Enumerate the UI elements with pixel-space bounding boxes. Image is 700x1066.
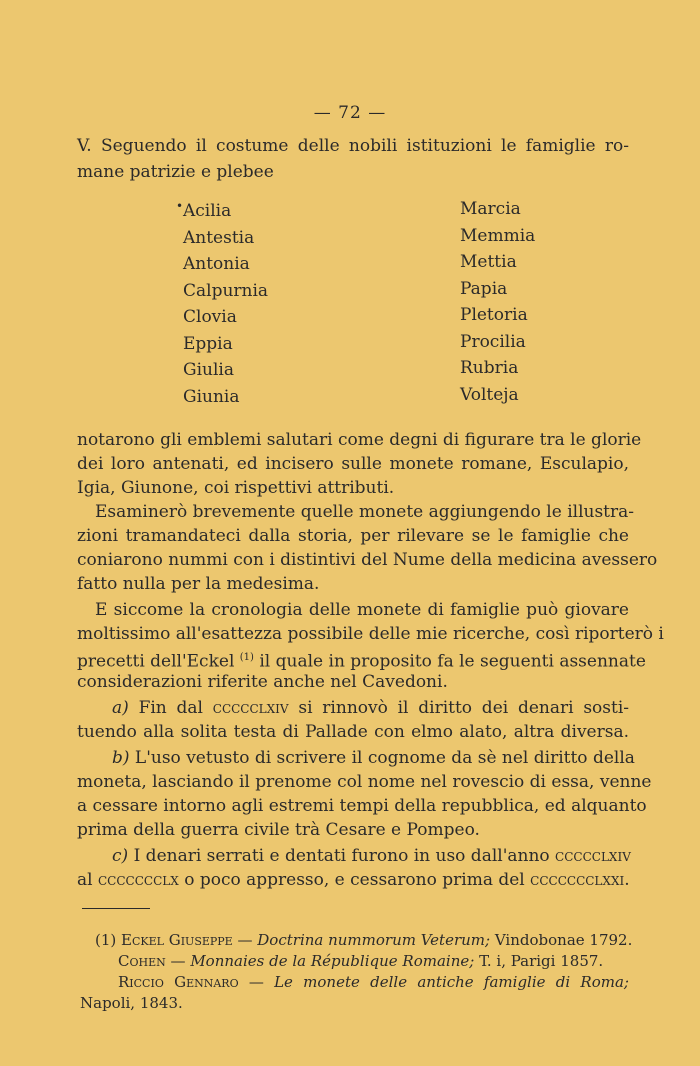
body-line: Igia, Giunone, coi rispettivi attributi. [77,478,395,498]
footnote-author: Eckel Giuseppe [121,931,233,949]
footnote-dash: — [248,973,264,991]
text-span: I denari serrati e dentati furono in uso dall'anno [133,846,550,866]
footnote-author: Cohen [118,952,166,970]
text-span: o poco appresso, e cessarono prima del [184,870,525,890]
family-name: Clovia [183,307,237,327]
family-name: Marcia [460,199,521,219]
item-a-line-1 [112,696,629,720]
asterisk-mark: • [176,199,184,213]
families-left-column [183,198,268,410]
text-span: precetti dell'Eckel [77,651,235,672]
body-line: fatto nulla per la medesima. [77,574,320,594]
families-right-column [460,196,535,408]
footnote-1 [95,930,632,951]
family-name: Antestia [183,227,255,248]
footnote-3 [118,972,629,993]
body-line: considerazioni riferite anche nel Cavedoni. [77,672,448,692]
footnote-title: Le monete delle antiche famiglie di Roma; [274,973,629,991]
text-span: L'uso vetusto di scrivere il cognome da sè nel diritto della [134,748,635,768]
footnote-dash: — [170,952,186,970]
family-name: Antonia [183,254,250,274]
page-number: — 72 — [313,103,387,123]
text-span: Fin dal [138,698,203,718]
intro-line-1: V. Seguendo il costume delle nobili istituzioni le famiglie ro- [77,136,629,156]
item-marker-a: a) [112,698,129,718]
footnote-author: Riccio Gennaro [118,973,239,991]
footnote-3-place: Napoli, 1843. [80,994,183,1012]
body-line: moltissimo all'esattezza possibile delle mie ricerche, così riporterò i [77,624,664,644]
text-span: il quale in proposito fa le seguenti assennate [259,651,646,672]
family-name: Papia [460,278,508,299]
family-name: Pletoria [460,305,528,325]
body-line: Esaminerò brevemente quelle monete aggiungendo le illustra- [95,502,635,522]
footnote-title: Monnaies de la République Romaine; [190,952,475,970]
item-b-line-1 [112,746,635,770]
footnote-2 [118,951,603,972]
footnote-number: (1) [95,931,117,949]
roman-numeral: ccccclxiv [555,846,631,866]
family-name: Acilia [183,201,232,221]
footnote-reference: (1) [239,652,254,663]
footnote-place: Vindobonae 1792. [494,931,633,949]
text-span: si rinnovò il diritto dei denari sosti- [298,698,630,718]
family-name: Giunia [183,386,240,407]
text-span: al [77,870,93,890]
intro-line-2: mane patrizie e plebee [77,162,274,182]
footnote-dash: — [237,931,253,949]
family-name: Procilia [460,331,526,352]
item-c-line-2 [77,868,629,892]
body-line: a cessare intorno agli estremi tempi della repubblica, ed alquanto [77,796,647,816]
family-name: Eppia [183,333,233,354]
body-line: notarono gli emblemi salutari come degni di figurare tra le glorie [77,430,642,450]
roman-numeral: ccccccclxxi. [530,870,630,890]
body-line: zioni tramandateci dalla storia, per rilevare se le famiglie che [77,526,629,546]
body-line: prima della guerra civile trà Cesare e Pompeo. [77,820,480,840]
item-marker-c: c) [112,846,129,866]
roman-numeral: ccccclxiv [212,698,289,718]
body-line: coniarono nummi con i distintivi del Nume della medicina avessero [77,550,658,570]
family-name: Giulia [183,360,234,380]
family-name: Memmia [460,225,536,246]
body-line: moneta, lasciando il prenome col nome nel rovescio di essa, venne [77,772,652,792]
item-marker-b: b) [112,748,130,768]
family-name: Rubria [460,358,519,378]
family-name: Volteja [460,384,519,405]
body-line: E siccome la cronologia delle monete di famiglie può giovare [95,600,629,620]
footnote-title: Doctrina nummorum Veterum; [257,931,491,949]
roman-numeral: ccccccclx [97,870,179,890]
footnote-separator [82,908,150,909]
item-c-line-1 [112,844,629,868]
body-line: tuendo alla solita testa di Pallade con elmo alato, altra diversa. [77,722,629,742]
family-name: Mettia [460,252,517,272]
body-line: dei loro antenati, ed incisero sulle monete romane, Esculapio, [77,454,629,474]
family-name: Calpurnia [183,280,269,301]
footnote-place: T. i, Parigi 1857. [479,952,604,970]
